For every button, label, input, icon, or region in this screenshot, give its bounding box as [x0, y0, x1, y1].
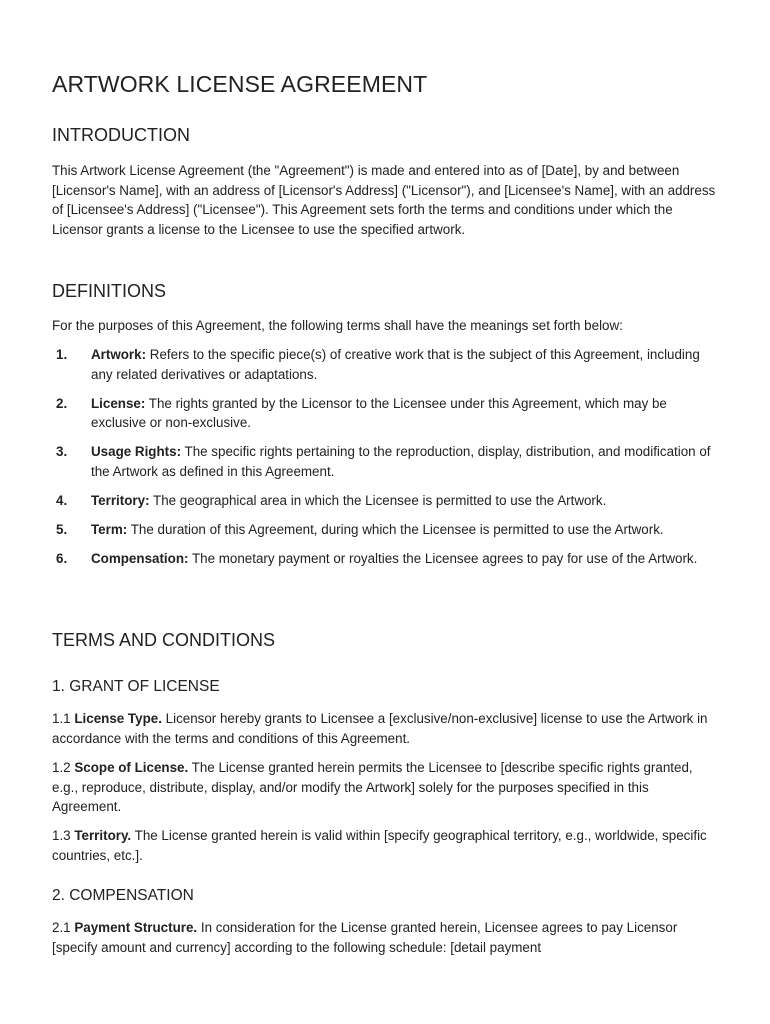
definition-item-usage-rights [52, 442, 718, 481]
definition-number: 2. [56, 395, 68, 411]
definitions-intro: For the purposes of this Agreement, the following terms shall have the meanings set forth below: [52, 318, 623, 333]
clause-1-2 [52, 758, 718, 817]
definition-text: The duration of this Agreement, during which the Licensee is permitted to use the Artwork. [127, 522, 664, 538]
clause-number: 1.3 [52, 828, 75, 843]
clause-1-3 [52, 826, 718, 865]
definition-term: Compensation: [91, 551, 189, 567]
clause-text: In consideration for the License granted herein, Licensee agrees to pay Licensor [specify amount and currency] according to the following schedule: [detail payment [52, 920, 678, 955]
definition-text: The specific rights pertaining to the reproduction, display, distribution, and modification of the Artwork as defined in this Agreement. [91, 444, 711, 479]
definition-term: License: [91, 395, 146, 411]
definition-text: The monetary payment or royalties the Licensee agrees to pay for use of the Artwork. [188, 551, 698, 567]
clause-title: License Type. [74, 711, 162, 726]
grant-of-license-heading: 1. GRANT OF LICENSE [52, 678, 220, 695]
definition-term: Artwork: [91, 347, 147, 362]
clause-1-1 [52, 709, 718, 748]
definition-term: Territory: [91, 493, 150, 509]
clause-number: 1.2 [52, 760, 75, 775]
clause-number: 1.1 [52, 711, 75, 726]
clause-text: The License granted herein is valid within [specify geographical territory, e.g., worldwide, specific countries, etc.]. [52, 828, 707, 863]
definitions-list [52, 345, 718, 569]
clause-title: Scope of License. [74, 760, 189, 775]
document-title: ARTWORK LICENSE AGREEMENT [52, 71, 428, 97]
introduction-heading: INTRODUCTION [52, 125, 190, 145]
definition-number: 1. [56, 347, 68, 362]
definition-term: Usage Rights: [91, 444, 182, 460]
definition-item-artwork [52, 345, 718, 384]
definition-text: The rights granted by the Licensor to the Licensee under this Agreement, which may be exclusive or non-exclusive. [91, 395, 667, 431]
clause-number: 2.1 [52, 920, 75, 935]
clause-title: Payment Structure. [74, 920, 198, 935]
definition-term: Term: [91, 522, 128, 538]
definition-item-compensation [52, 549, 718, 569]
clause-text: Licensor hereby grants to Licensee a [exclusive/non-exclusive] license to use the Artwork in accordance with the terms and conditions of this Agreement. [52, 711, 708, 746]
definition-item-license [52, 394, 718, 433]
clause-title: Territory. [74, 828, 132, 843]
definition-number: 5. [56, 522, 68, 538]
definitions-heading: DEFINITIONS [52, 281, 167, 301]
definition-number: 4. [56, 493, 68, 509]
clause-text: The License granted herein permits the Licensee to [describe specific rights granted, e.g., reproduce, distribute, display, and/or modify the Artwork] solely for the purposes specified in this Agreement. [52, 760, 693, 815]
definition-number: 6. [56, 551, 68, 567]
definition-item-territory [52, 491, 718, 511]
clause-2-1 [52, 918, 718, 957]
definition-text: Refers to the specific piece(s) of creative work that is the subject of this Agreement, including any related derivatives or adaptations. [91, 347, 700, 382]
introduction-text: This Artwork License Agreement (the "Agreement") is made and entered into as of [Date], by and between [Licensor's Name], with an address of [Licensor's Address] ("Licensor"), and [Licensee's Name], with an address of [Licensee's Address] ("Licensee"). This Agreement sets forth the terms and conditions under which the Licensor grants a license to the Licensee to use the specified artwork. [52, 163, 716, 237]
definition-item-term [52, 520, 718, 540]
terms-heading: TERMS AND CONDITIONS [52, 630, 276, 650]
compensation-heading: 2. COMPENSATION [52, 887, 194, 904]
definition-number: 3. [56, 444, 68, 460]
definition-text: The geographical area in which the Licensee is permitted to use the Artwork. [149, 493, 607, 509]
